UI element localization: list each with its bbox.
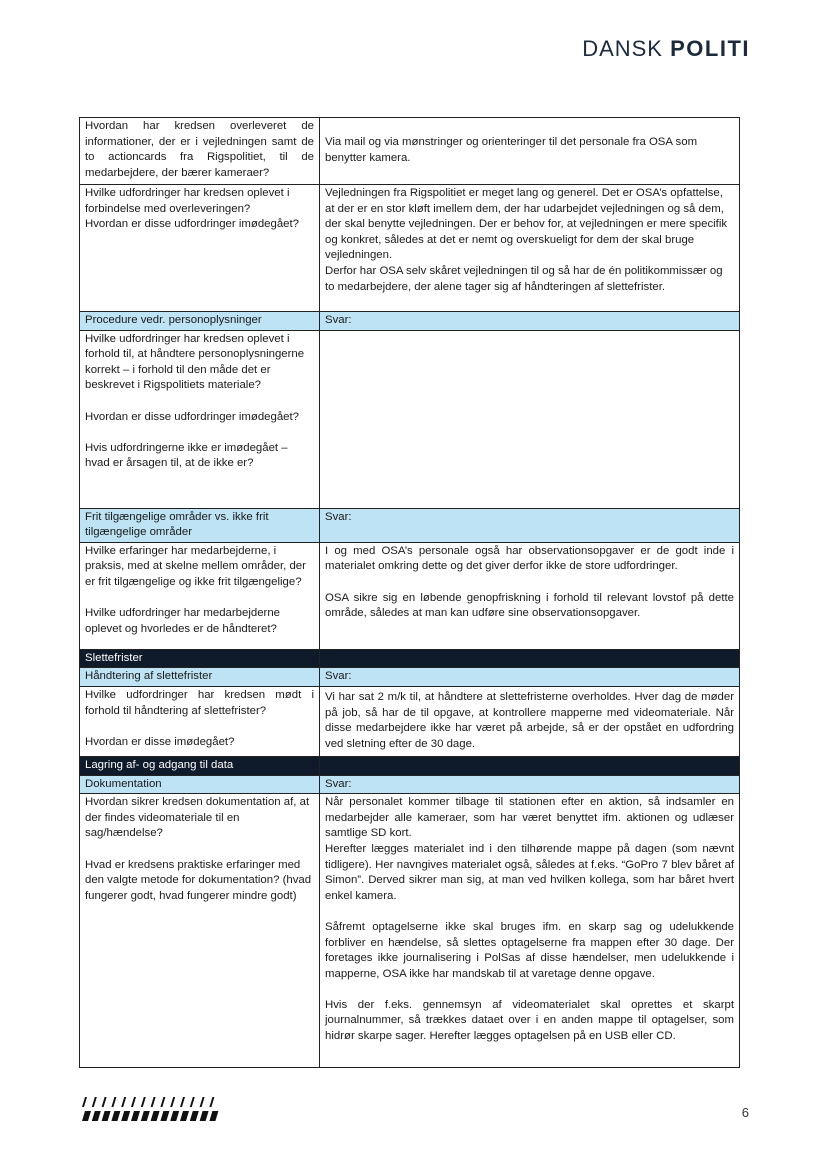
answer-cell: Via mail og via mønstringer og orienteringer til det personale fra OSA som benytter kamera. — [320, 118, 740, 185]
question-cell: Hvordan har kredsen overleveret de informationer, der er i vejledningen samt de to actioncards fra Rigspolitiet, til de medarbejdere, der bærer kameraer? — [80, 118, 320, 185]
question-text: Hvordan er disse udfordringer imødegået? — [85, 218, 300, 231]
stripe-block — [170, 1111, 179, 1121]
brand-word-dansk: DANSK — [582, 36, 663, 61]
question-text: Hvilke udfordringer har kredsen oplevet i forhold til, at håndtere personoplysningerne korrekt – i forhold til den måde det er beskrevet i Rigspolitiets materiale? — [85, 332, 305, 392]
question-text: Hvordan er disse udfordringer imødegået? — [85, 410, 300, 423]
section-header-row — [80, 312, 740, 331]
section-header-row — [80, 775, 740, 794]
category-header-row — [80, 649, 740, 668]
table-row — [80, 185, 740, 312]
question-text: Hvordan sikrer kredsen dokumentation af, at der findes videomateriale til en sag/hændelse? — [85, 796, 310, 840]
answer-text: OSA sikre sig en løbende genopfriskning i forhold til relevant lovstof på dette område, således at man kan udføre sine observationsopgaver. — [325, 591, 734, 620]
stripe-slash — [102, 1097, 107, 1107]
section-svar-label: Svar: — [320, 312, 740, 331]
stripe-slash — [209, 1097, 214, 1107]
stripe-slash — [160, 1097, 165, 1107]
answer-cell — [320, 794, 740, 1068]
stripe-block — [190, 1111, 199, 1121]
stripe-slash — [111, 1097, 116, 1107]
stripe-block — [121, 1111, 130, 1121]
question-text: Hvilke udfordringer har kredsen mødt i forhold til håndtering af slettefrister? — [85, 688, 314, 717]
stripe-slash — [121, 1097, 126, 1107]
stripe-slash — [200, 1097, 205, 1107]
section-svar-label: Svar: — [320, 775, 740, 794]
stripe-slash — [92, 1097, 97, 1107]
brand-logo — [582, 36, 750, 62]
answer-text: Vejledningen fra Rigspolitiet er meget lang og generel. Det er OSA’s opfattelse, at der er en stor kløft imellem dem, der har udarbejdet vejledningen og så dem, der skal benytte vejledningen. Der er behov for, at vejledningen er mere specifik og konkret, således at det er nemt og overskueligt for dem der skal bruge vejledningen. — [325, 187, 728, 262]
stripe-block — [180, 1111, 189, 1121]
table-row — [80, 794, 740, 1068]
question-cell — [80, 794, 320, 1068]
stripe-block — [209, 1111, 218, 1121]
answer-text: Såfremt optagelserne ikke skal bruges ifm. en skarp sag og udelukkende forbliver en hændelse, så slettes optagelserne fra mappen efter 30 dage. Der foretages ikke journalisering i PolSas af disse hændelser, men udelukkende i mapperne, OSA ikke har mandskab til at varetage denne opgave. — [325, 920, 734, 980]
answer-cell — [320, 185, 740, 312]
question-text: Hvilke udfordringer har kredsen oplevet i forbindelse med overleveringen? — [85, 187, 290, 215]
stripe-block — [160, 1111, 169, 1121]
table-row — [80, 330, 740, 508]
stripe-block — [111, 1111, 120, 1121]
stripe-block — [151, 1111, 160, 1121]
section-header-row — [80, 508, 740, 542]
stripe-block — [141, 1111, 150, 1121]
question-text: Hvilke erfaringer har medarbejderne, i praksis, med at skelne mellem områder, der er frit tilgængelige og ikke frit tilgængelige? — [85, 544, 306, 588]
questionnaire-table — [79, 117, 740, 1068]
question-cell — [80, 185, 320, 312]
table-row — [80, 686, 740, 756]
stripe-block — [131, 1111, 140, 1121]
stripe-slash — [131, 1097, 136, 1107]
question-text: Hvilke udfordringer har medarbejderne oplevet og hvorledes er de håndteret? — [85, 607, 281, 635]
stripe-block — [82, 1111, 91, 1121]
table-row — [80, 118, 740, 185]
page-number: 6 — [741, 1105, 749, 1120]
section-title: Procedure vedr. personoplysninger — [80, 312, 320, 331]
answer-text: I og med OSA’s personale også har observationsopgaver er de godt inde i materialet omkring dette og det giver derfor ikke de store udfordringer. — [325, 544, 734, 573]
stripe-slash — [180, 1097, 185, 1107]
question-text: Hvad er kredsens praktiske erfaringer med den valgte metode for dokumentation? (hvad fungerer godt, hvad fungerer mindre godt) — [85, 858, 312, 902]
answer-text: Derfor har OSA selv skåret vejledningen til og så har de én politikommissær og to medarbejdere, der alene tager sig af håndteringen af slettefrister. — [325, 264, 723, 293]
police-stripe-pattern-icon — [80, 1097, 220, 1123]
answer-text: Hvis der f.eks. gennemsyn af videomaterialet skal oprettes et skarpt journalnummer, så trækkes dataet over i en anden mappe til optagelser, som hidrør skarpe sager. Herefter lægges optagelsen på en USB eller CD. — [325, 998, 734, 1043]
category-header-row — [80, 756, 740, 775]
section-svar-label: Svar: — [320, 508, 740, 542]
stripe-block — [102, 1111, 111, 1121]
section-title: Frit tilgængelige områder vs. ikke frit tilgængelige områder — [80, 508, 320, 542]
answer-cell — [320, 330, 740, 508]
table-row — [80, 542, 740, 649]
answer-cell — [320, 542, 740, 649]
question-cell — [80, 330, 320, 508]
question-text: Hvis udfordringerne ikke er imødegået – hvad er årsagen til, at de ikke er? — [85, 441, 288, 470]
section-svar-label: Svar: — [320, 668, 740, 687]
section-header-row — [80, 668, 740, 687]
question-cell — [80, 686, 320, 756]
stripe-slash — [82, 1097, 87, 1107]
answer-text: Herefter lægges materialet ind i den tilhørende mappe på dagen (som nævnt tidligere). Her navngives materialet også, således at f.eks. “GoPro 7 blev båret af Simon”. Derved sikrer man sig, at man ved hvilken kollega, som har båret hvert enkel kamera. — [325, 842, 734, 902]
section-title: Dokumentation — [80, 775, 320, 794]
category-title: Slettefrister — [80, 649, 320, 668]
stripe-slash — [141, 1097, 146, 1107]
section-title: Håndtering af slettefrister — [80, 668, 320, 687]
answer-cell: Vi har sat 2 m/k til, at håndtere at slettefristerne overholdes. Hver dag de møder på job, så har de til opgave, at kontrollere mapperne med videomateriale. Når disse medarbejdere ikke har været på arbejde, så er der opstået en udfordring ved sletning efter de 30 dage. — [320, 686, 740, 756]
category-title: Lagring af- og adgang til data — [80, 756, 320, 775]
question-cell — [80, 542, 320, 649]
question-text: Hvordan er disse imødegået? — [85, 735, 235, 748]
stripe-block — [200, 1111, 209, 1121]
stripe-block — [92, 1111, 101, 1121]
brand-word-politi: POLITI — [670, 36, 750, 61]
stripe-slash — [170, 1097, 175, 1107]
answer-text: Når personalet kommer tilbage til stationen efter en aktion, så indsamler en medarbejder alle kameraer, som har været benyttet ifm. aktionen og udlæser samtlige SD kort. — [325, 796, 734, 840]
stripe-slash — [151, 1097, 156, 1107]
stripe-slash — [190, 1097, 195, 1107]
